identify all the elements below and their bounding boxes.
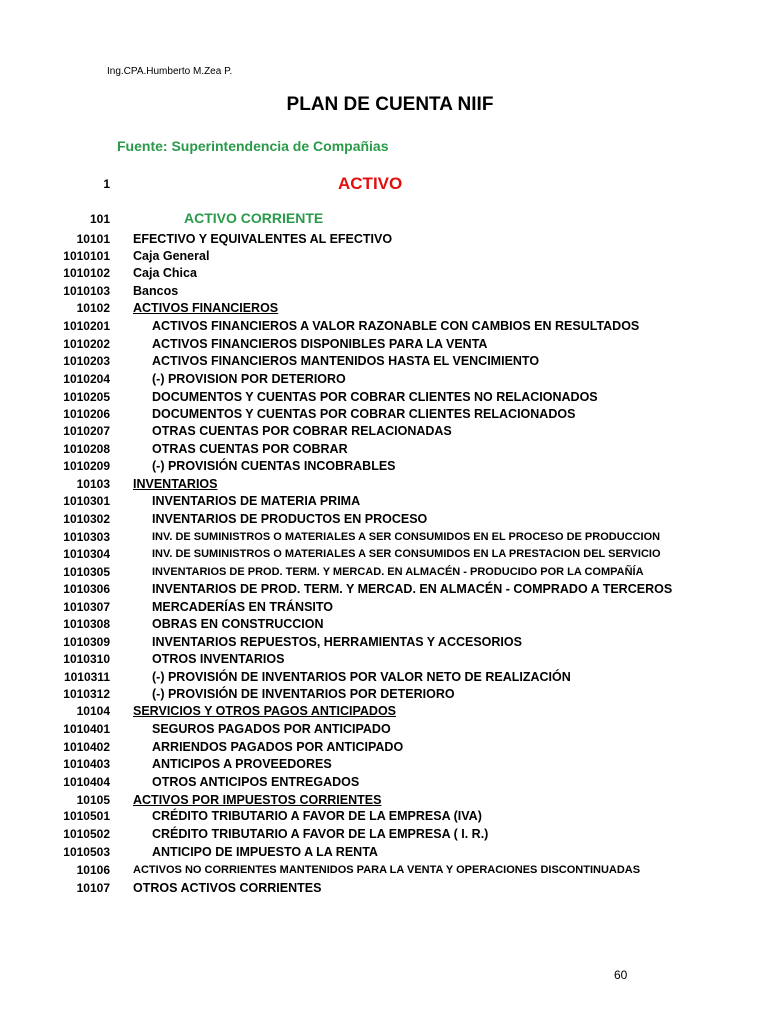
- account-label: OTRAS CUENTAS POR COBRAR: [152, 442, 348, 456]
- account-code: 10104: [76, 704, 110, 718]
- account-code: 1010403: [63, 757, 110, 771]
- author-header: Ing.CPA.Humberto M.Zea P.: [107, 66, 233, 77]
- account-label: Bancos: [133, 284, 179, 298]
- account-label: ANTICIPO DE IMPUESTO A LA RENTA: [152, 845, 378, 859]
- account-code: 1010205: [63, 390, 110, 404]
- account-code: 1010305: [63, 565, 110, 579]
- account-code: 1010302: [63, 512, 110, 526]
- account-code: 1010501: [63, 809, 110, 823]
- account-code: 1010303: [63, 530, 110, 544]
- account-label: INVENTARIOS: [133, 477, 218, 491]
- account-label: MERCADERÍAS EN TRÁNSITO: [152, 600, 334, 614]
- source-line: Fuente: Superintendencia de Compañias: [117, 138, 389, 154]
- account-label: DOCUMENTOS Y CUENTAS POR COBRAR CLIENTES RELACIONADOS: [152, 407, 576, 421]
- account-label: SEGUROS PAGADOS POR ANTICIPADO: [152, 722, 391, 736]
- account-label: ACTIVOS NO CORRIENTES MANTENIDOS PARA LA VENTA Y OPERACIONES DISCONTINUADAS: [133, 864, 641, 876]
- account-label: ACTIVOS FINANCIEROS: [133, 301, 279, 315]
- account-label: EFECTIVO Y EQUIVALENTES AL EFECTIVO: [133, 232, 393, 246]
- account-code: 1010304: [63, 547, 110, 561]
- account-label: DOCUMENTOS Y CUENTAS POR COBRAR CLIENTES NO RELACIONADOS: [152, 390, 598, 404]
- account-label: OTROS ANTICIPOS ENTREGADOS: [152, 775, 360, 789]
- account-label: INVENTARIOS DE PROD. TERM. Y MERCAD. EN ALMACÉN - PRODUCIDO POR LA COMPAÑÍA: [152, 566, 644, 578]
- account-label: ARRIENDOS PAGADOS POR ANTICIPADO: [152, 740, 404, 754]
- account-label: ACTIVOS FINANCIEROS DISPONIBLES PARA LA VENTA: [152, 337, 488, 351]
- account-label: (-) PROVISIÓN CUENTAS INCOBRABLES: [152, 459, 396, 473]
- account-code: 1010502: [63, 827, 110, 841]
- account-label: ACTIVOS FINANCIEROS A VALOR RAZONABLE CON CAMBIOS EN RESULTADOS: [152, 319, 640, 333]
- account-code: 1010207: [63, 424, 110, 438]
- account-label: INV. DE SUMINISTROS O MATERIALES A SER CONSUMIDOS EN EL PROCESO DE PRODUCCION: [152, 531, 661, 543]
- account-code: 1010202: [63, 337, 110, 351]
- account-code: 1010204: [63, 372, 110, 386]
- account-code: 1010103: [63, 284, 110, 298]
- level1-label: ACTIVO: [338, 174, 403, 193]
- account-code: 10103: [76, 477, 110, 491]
- account-code: 1010401: [63, 722, 110, 736]
- account-label: OTROS INVENTARIOS: [152, 652, 285, 666]
- account-label: CRÉDITO TRIBUTARIO A FAVOR DE LA EMPRESA ( I. R.): [152, 827, 489, 841]
- account-code: 1010404: [63, 775, 110, 789]
- account-label: (-) PROVISIÓN DE INVENTARIOS POR VALOR NETO DE REALIZACIÓN: [152, 670, 571, 684]
- account-code: 10101: [76, 232, 110, 246]
- account-label: Caja Chica: [133, 266, 197, 280]
- account-code: 1010309: [63, 635, 110, 649]
- account-label: ACTIVOS FINANCIEROS MANTENIDOS HASTA EL VENCIMIENTO: [152, 354, 540, 368]
- account-label: OTRAS CUENTAS POR COBRAR RELACIONADAS: [152, 424, 452, 438]
- account-label: OBRAS EN CONSTRUCCION: [152, 617, 324, 631]
- level2-label: ACTIVO CORRIENTE: [184, 210, 324, 226]
- level2-code: 101: [89, 212, 110, 226]
- account-code: 1010312: [63, 687, 110, 701]
- page-title: PLAN DE CUENTA NIIF: [286, 94, 494, 115]
- account-label: INVENTARIOS REPUESTOS, HERRAMIENTAS Y ACCESORIOS: [152, 635, 522, 649]
- account-code: 1010306: [63, 582, 110, 596]
- account-code: 1010208: [63, 442, 110, 456]
- account-label: ANTICIPOS A PROVEEDORES: [152, 757, 332, 771]
- account-code: 10106: [76, 863, 110, 877]
- account-code: 1010102: [63, 266, 110, 280]
- account-code: 10107: [76, 881, 110, 895]
- account-code: 1010209: [63, 459, 110, 473]
- account-code: 1010310: [63, 652, 110, 666]
- account-label: OTROS ACTIVOS CORRIENTES: [133, 881, 322, 895]
- account-code: 1010201: [63, 319, 110, 333]
- account-label: Caja General: [133, 249, 210, 263]
- account-label: SERVICIOS Y OTROS PAGOS ANTICIPADOS: [133, 704, 397, 718]
- account-code: 10105: [76, 793, 110, 807]
- account-code: 1010311: [63, 670, 110, 684]
- account-code: 10102: [76, 301, 110, 315]
- account-label: INVENTARIOS DE PRODUCTOS EN PROCESO: [152, 512, 428, 526]
- account-code: 1010206: [63, 407, 110, 421]
- account-label: ACTIVOS POR IMPUESTOS CORRIENTES: [133, 793, 382, 807]
- account-label: (-) PROVISIÓN DE INVENTARIOS POR DETERIORO: [152, 687, 455, 701]
- account-label: INV. DE SUMINISTROS O MATERIALES A SER CONSUMIDOS EN LA PRESTACION DEL SERVICIO: [152, 548, 661, 560]
- account-code: 1010307: [63, 600, 110, 614]
- account-label: INVENTARIOS DE MATERIA PRIMA: [152, 494, 361, 508]
- account-code: 1010503: [63, 845, 110, 859]
- level1-code: 1: [103, 177, 110, 191]
- account-label: CRÉDITO TRIBUTARIO A FAVOR DE LA EMPRESA (IVA): [152, 809, 482, 823]
- page-number: 60: [614, 968, 628, 982]
- account-code: 1010301: [63, 494, 110, 508]
- account-label: INVENTARIOS DE PROD. TERM. Y MERCAD. EN ALMACÉN - COMPRADO A TERCEROS: [152, 582, 673, 596]
- account-code: 1010101: [63, 249, 110, 263]
- account-label: (-) PROVISION POR DETERIORO: [152, 372, 346, 386]
- account-code: 1010203: [63, 354, 110, 368]
- account-code: 1010308: [63, 617, 110, 631]
- account-code: 1010402: [63, 740, 110, 754]
